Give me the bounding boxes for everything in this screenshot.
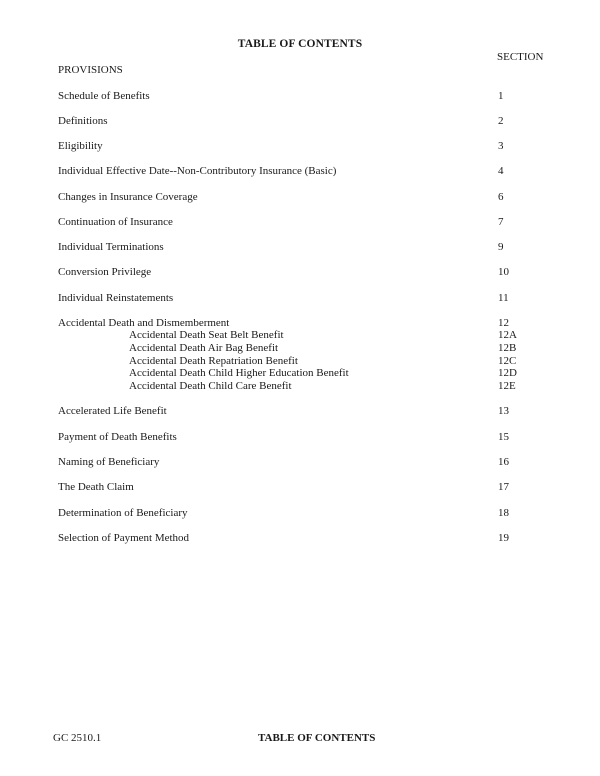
toc-entry-label: Individual Effective Date--Non-Contributory Insurance (Basic) (58, 165, 337, 177)
toc-entry-section: 12A (498, 329, 517, 341)
toc-entry (58, 164, 528, 178)
section-column-header: SECTION (497, 51, 544, 63)
toc-entry-section: 1 (498, 90, 504, 102)
toc-entry-label: Determination of Beneficiary (58, 507, 188, 519)
toc-entry (58, 265, 528, 279)
toc-entry (58, 531, 528, 545)
toc-entry-section: 11 (498, 292, 509, 304)
toc-entry-label: Continuation of Insurance (58, 216, 173, 228)
toc-entry-label: Accidental Death and Dismemberment (58, 317, 230, 329)
toc-entry-section: 12E (498, 380, 516, 392)
toc-entry-label: Changes in Insurance Coverage (58, 191, 198, 203)
toc-entry (58, 430, 528, 444)
toc-entry-section: 13 (498, 405, 509, 417)
toc-entry-label: Individual Terminations (58, 241, 164, 253)
toc-entry-section: 16 (498, 456, 509, 468)
toc-entry-section: 9 (498, 241, 504, 253)
toc-entry-section: 7 (498, 216, 504, 228)
toc-entry-section: 3 (498, 140, 504, 152)
toc-entry-label: Payment of Death Benefits (58, 431, 177, 443)
toc-entry-label: Individual Reinstatements (58, 292, 174, 304)
toc-entry-label: Naming of Beneficiary (58, 456, 160, 468)
toc-subentry (58, 328, 528, 342)
toc-entry (58, 139, 528, 153)
toc-entry-section: 12C (498, 355, 517, 367)
toc-entry (58, 506, 528, 520)
toc-entry (58, 480, 528, 494)
toc-entry-section: 19 (498, 532, 509, 544)
toc-entry-section: 4 (498, 165, 504, 177)
toc-entry-label: Eligibility (58, 140, 103, 152)
toc-entry-label: Schedule of Benefits (58, 90, 150, 102)
toc-subentry (58, 366, 528, 380)
footer-page-label: TABLE OF CONTENTS (258, 732, 376, 744)
toc-entry (58, 404, 528, 418)
toc-entry-label: Accidental Death Seat Belt Benefit (129, 329, 284, 341)
toc-subentry (58, 341, 528, 355)
toc-entry-section: 2 (498, 115, 504, 127)
toc-subentry (58, 379, 528, 393)
page-title: TABLE OF CONTENTS (237, 38, 363, 50)
toc-entry-label: The Death Claim (58, 481, 134, 493)
toc-entry-section: 12B (498, 342, 517, 354)
footer-form-number: GC 2510.1 (53, 732, 102, 744)
toc-entry-section: 6 (498, 191, 504, 203)
toc-entry-label: Accidental Death Air Bag Benefit (129, 342, 279, 354)
provisions-column-header: PROVISIONS (58, 64, 123, 76)
toc-entry-section: 17 (498, 481, 509, 493)
toc-entry-label: Accidental Death Repatriation Benefit (129, 355, 298, 367)
toc-entry-label: Accidental Death Child Higher Education Benefit (129, 367, 349, 379)
toc-entry (58, 240, 528, 254)
toc-entry-section: 15 (498, 431, 509, 443)
toc-entry (58, 89, 528, 103)
toc-entry (58, 215, 528, 229)
toc-entry-section: 12 (498, 317, 509, 329)
toc-entry-label: Conversion Privilege (58, 266, 152, 278)
toc-entry (58, 455, 528, 469)
toc-entry-section: 12D (498, 367, 517, 379)
toc-entry (58, 114, 528, 128)
toc-entry-section: 10 (498, 266, 509, 278)
toc-entry-label: Definitions (58, 115, 108, 127)
toc-entry (58, 291, 528, 305)
toc-entry-label: Accidental Death Child Care Benefit (129, 380, 292, 392)
toc-entry-label: Selection of Payment Method (58, 532, 190, 544)
toc-entry (58, 190, 528, 204)
toc-entry-label: Accelerated Life Benefit (58, 405, 167, 417)
toc-entry-section: 18 (498, 507, 509, 519)
